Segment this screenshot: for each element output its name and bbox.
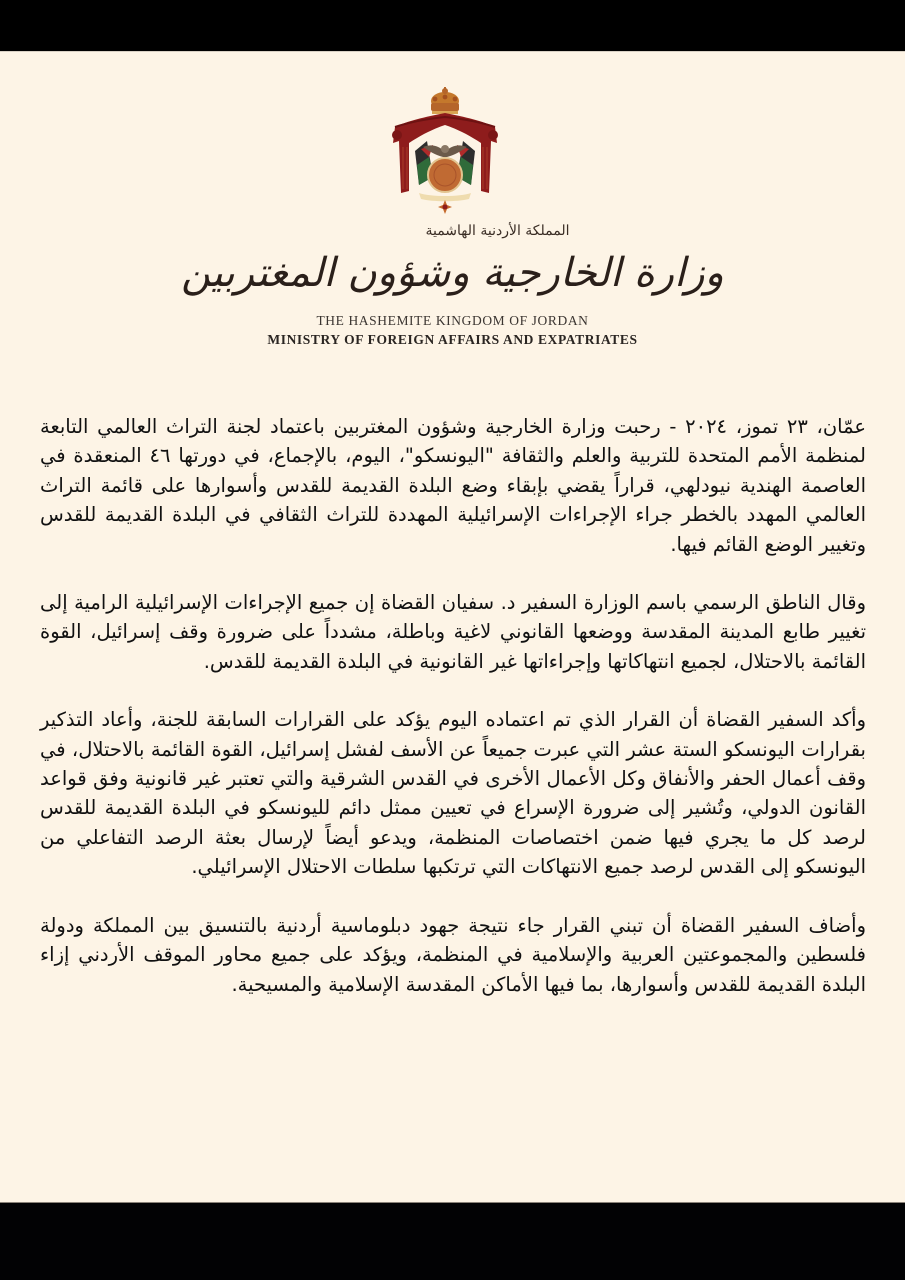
kingdom-name-english: THE HASHEMITE KINGDOM OF JORDAN	[316, 313, 589, 328]
jordan-coat-of-arms-icon	[385, 85, 505, 215]
bottom-black-bar	[0, 1203, 905, 1280]
letterhead	[0, 220, 905, 350]
paragraph: عمّان، ٢٣ تموز، ٢٠٢٤ - رحبت وزارة الخارجية وشؤون المغتربين باعتماد لجنة التراث العالمي التابعة لمنظمة الأمم المتحدة للتربية والعلم والثقافة "اليونسكو"، اليوم، بالإجماع، في دورتها ٤٦ المنعقدة في العاصمة الهندية نيودلهي، قراراً يقضي بإبقاء وضع البلدة القديمة للقدس وأسوارها على قائمة التراث العالمي المهدد بالخطر جراء الإجراءات الإسرائيلية المهددة للتراث الثقافي في البلدة القديمة للقدس وتغيير الوضع القائم فيها.	[40, 415, 866, 556]
paragraph: وأضاف السفير القضاة أن تبني القرار جاء نتيجة جهود دبلوماسية أردنية بالتنسيق بين المملكة ودولة فلسطين والمجموعتين العربية والإسلامية في المنظمة، ويؤكد على جميع محاور الموقف الأردني إزاء البلدة القديمة للقدس وأسوارها، بما فيها الأماكن المقدسة الإسلامية والمسيحية.	[40, 913, 866, 996]
ministry-name-arabic: وزارة الخارجية وشؤون المغتربين	[181, 250, 724, 296]
press-release-page	[0, 51, 905, 1203]
paragraph: وأكد السفير القضاة أن القرار الذي تم اعتماده اليوم يؤكد على القرارات السابقة للجنة، وأعاد التذكير بقرارات اليونسكو الستة عشر التي عبرت جميعاً عن الأسف لفشل إسرائيل، القوة القائمة بالاحتلال، في وقف أعمال الحفر والأنفاق وكل الأعمال الأخرى في القدس الشرقية والتي تعتبر غير قانونية وفق قواعد القانون الدولي، وتُشير إلى ضرورة الإسراع في تعيين ممثل دائم لليونسكو في البلدة القديمة للقدس لرصد كل ما يجري فيها ضمن اختصاصات المنظمة، ويدعو أيضاً لإرسال بعثة الرصد التفاعلي من اليونسكو إلى القدس لرصد جميع الانتهاكات التي ترتكبها سلطات الاحتلال الإسرائيلي.	[40, 708, 866, 879]
paragraph: وقال الناطق الرسمي باسم الوزارة السفير د. سفيان القضاة إن جميع الإجراءات الإسرائيلية الرامية إلى تغيير طابع المدينة المقدسة ووضعها القانوني لاغية وباطلة، مشدداً على ضرورة وقف إسرائيل، القوة القائمة بالاحتلال، لجميع انتهاكاتها وإجراءاتها غير القانونية في البلدة القديمة للقدس.	[40, 591, 866, 673]
ministry-name-english: MINISTRY OF FOREIGN AFFAIRS AND EXPATRIATES	[267, 332, 638, 347]
top-black-bar	[0, 0, 905, 51]
press-release-body	[40, 412, 866, 1028]
kingdom-name-arabic: المملكة الأردنية الهاشمية	[425, 223, 570, 239]
